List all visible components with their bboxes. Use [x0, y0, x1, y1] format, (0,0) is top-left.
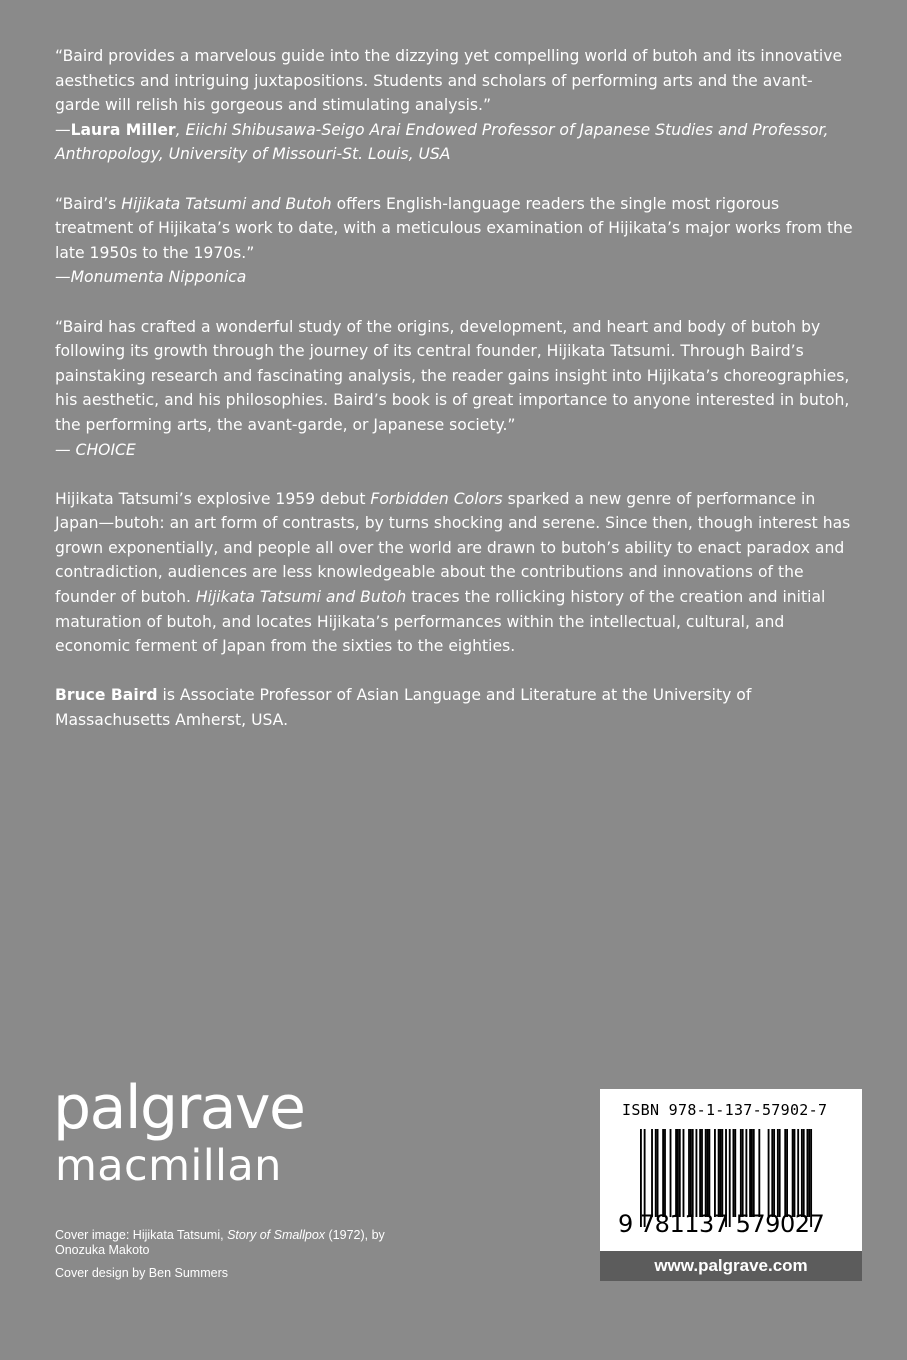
- publisher-logo: [53, 1073, 305, 1191]
- author-bio-text: is Associate Professor of Asian Language and Literature at the University of Massachusetts Amherst, USA.: [55, 686, 752, 730]
- review-2-quote-pre: “Baird’s: [55, 194, 122, 213]
- review-1-affiliation: , Eiichi Shibusawa-Seigo Arai Endowed Professor of Japanese Studies and Professor, Anthropology, University of Missouri-St. Louis, USA: [55, 120, 829, 164]
- description-part-3: traces the rollicking history of the creation and initial maturation of butoh, and locates Hijikata’s performances within the intellectual, cultural, and economic ferment of Japan from the sixties to the eighties.: [55, 588, 826, 656]
- book-description: [55, 487, 855, 659]
- isbn-label: ISBN 978-1-137-57902-7: [622, 1101, 828, 1119]
- review-1: [55, 44, 855, 167]
- review-1-name: Laura Miller: [70, 120, 176, 139]
- back-cover-text: [55, 44, 855, 757]
- description-title-1: Forbidden Colors: [370, 489, 503, 508]
- review-1-quote: “Baird provides a marvelous guide into the dizzying yet compelling world of butoh and its innovative aesthetics and intriguing juxtapositions. Students and scholars of performing arts and the avant-garde will relish his gorgeous and stimulating analysis.”: [55, 47, 843, 115]
- review-3-quote: “Baird has crafted a wonderful study of the origins, development, and heart and body of butoh by following its growth through the journey of its central founder, Hijikata Tatsumi. Through Baird’s painstaking research and fascinating analysis, the reader gains insight into Hijikata’s choreographies, his aesthetic, and his philosophies. Baird’s book is of great importance to anyone interested in butoh, the performing arts, the avant-garde, or Japanese society.”: [55, 317, 850, 434]
- review-1-dash: —: [55, 120, 71, 139]
- review-2-attribution: —Monumenta Nipponica: [55, 268, 247, 287]
- review-3: [55, 315, 855, 463]
- cover-image-credit: [55, 1228, 415, 1258]
- cover-design-credit: Cover design by Ben Summers: [55, 1266, 228, 1280]
- review-2: [55, 192, 855, 290]
- review-3-attribution: — CHOICE: [55, 440, 136, 459]
- isbn-barcode-box: [600, 1089, 862, 1251]
- description-part-1: Hijikata Tatsumi’s explosive 1959 debut: [55, 489, 371, 508]
- author-name: Bruce Baird: [55, 686, 158, 705]
- cover-image-credit-post: (1972), by Onozuka Makoto: [55, 1228, 385, 1257]
- publisher-logo-line-2: macmillan: [55, 1141, 282, 1191]
- cover-credits: [55, 1228, 415, 1289]
- barcode-digits: 9 781137 579027: [618, 1210, 825, 1238]
- review-2-quote-post: offers English-language readers the single most rigorous treatment of Hijikata’s work to date, with a meticulous examination of Hijikata’s major works from the late 1950s to the 1970s.”: [55, 194, 853, 262]
- author-bio: [55, 683, 855, 732]
- publisher-url[interactable]: www.palgrave.com: [600, 1251, 862, 1281]
- cover-image-credit-pre: Cover image: Hijikata Tatsumi,: [55, 1228, 228, 1242]
- description-part-2: sparked a new genre of performance in Japan—butoh: an art form of contrasts, by turns shocking and serene. Since then, though interest has grown exponentially, and people all over the world are drawn to butoh’s ability to enact paradox and contradiction, audiences are less knowledgeable about the contributions and innovations of the founder of butoh.: [55, 489, 851, 607]
- cover-image-title: Story of Smallpox: [227, 1228, 326, 1242]
- publisher-logo-line-1: palgrave: [53, 1073, 305, 1143]
- description-title-2: Hijikata Tatsumi and Butoh: [195, 588, 407, 607]
- review-2-quote-title: Hijikata Tatsumi and Butoh: [121, 194, 332, 213]
